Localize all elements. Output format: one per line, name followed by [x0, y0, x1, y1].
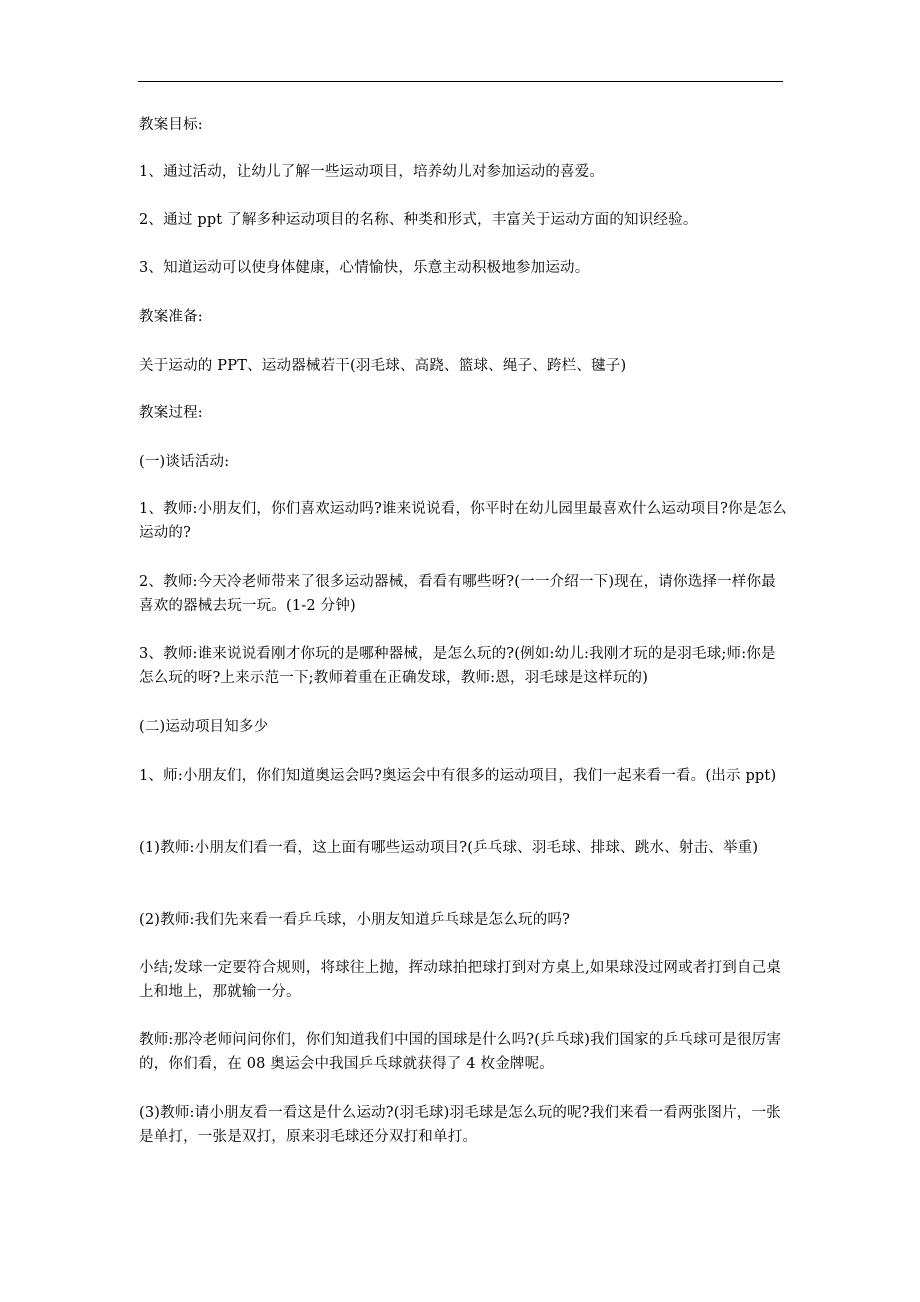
heading-objectives: 教案目标: — [139, 117, 203, 133]
summary-paragraph: 小结;发球一定要符合规则，将球往上抛，挥动球拍把球打到对方桌上,如果球没过网或者打到自己桌上和地上，那就输一分。 — [139, 960, 781, 1000]
section-2-sub-3: (3)教师:请小朋友看一看这是什么运动?(羽毛球)羽毛球是怎么玩的呢?我们来看一看两张图片，一张是单打，一张是双打，原来羽毛球还分双打和单打。 — [139, 1105, 781, 1145]
section-1-item-2: 2、教师:今天冷老师带来了很多运动器械，看看有哪些呀?(一一介绍一下)现在，请你选择一样你最喜欢的器械去玩一玩。(1-2 分钟) — [139, 574, 776, 614]
section-2-sub-1: (1)教师:小朋友们看一看，这上面有哪些运动项目?(乒乓球、羽毛球、排球、跳水、射击、举重) — [139, 840, 759, 856]
preparation-text: 关于运动的 PPT、运动器械若干(羽毛球、高跷、篮球、绳子、跨栏、毽子) — [139, 358, 627, 374]
objective-1: 1、通过活动，让幼儿了解一些运动项目，培养幼儿对参加运动的喜爱。 — [139, 164, 605, 180]
section-1-item-1: 1、教师:小朋友们，你们喜欢运动吗?谁来说说看，你平时在幼儿园里最喜欢什么运动项目?你是怎么运动的? — [139, 501, 787, 541]
section-1-title: (一)谈话活动: — [139, 454, 230, 470]
heading-preparation: 教案准备: — [139, 309, 203, 325]
objective-2: 2、通过 ppt 了解多种运动项目的名称、种类和形式，丰富关于运动方面的知识经验。 — [139, 212, 698, 228]
teacher-question-paragraph: 教师:那冷老师问问你们，你们知道我们中国的国球是什么吗?(乒乓球)我们国家的乒乓球可是很厉害的，你们看，在 08 奥运会中我国乒乓球就获得了 4 枚金牌呢。 — [139, 1032, 782, 1072]
heading-process: 教案过程: — [139, 405, 203, 421]
header-rule — [138, 81, 783, 82]
section-1-item-3: 3、教师:谁来说说看刚才你玩的是哪种器械，是怎么玩的?(例如:幼儿:我刚才玩的是羽毛球;师:你是怎么玩的呀?上来示范一下;教师着重在正确发球，教师:恩，羽毛球是这样玩的) — [139, 646, 776, 686]
section-2-item-1: 1、师:小朋友们，你们知道奥运会吗?奥运会中有很多的运动项目，我们一起来看一看。(出示 ppt) — [139, 768, 777, 784]
section-2-sub-2: (2)教师:我们先来看一看乒乓球，小朋友知道乒乓球是怎么玩的吗? — [139, 912, 571, 928]
objective-3: 3、知道运动可以使身体健康，心情愉快，乐意主动积极地参加运动。 — [139, 260, 590, 276]
section-2-title: (二)运动项目知多少 — [139, 719, 269, 735]
